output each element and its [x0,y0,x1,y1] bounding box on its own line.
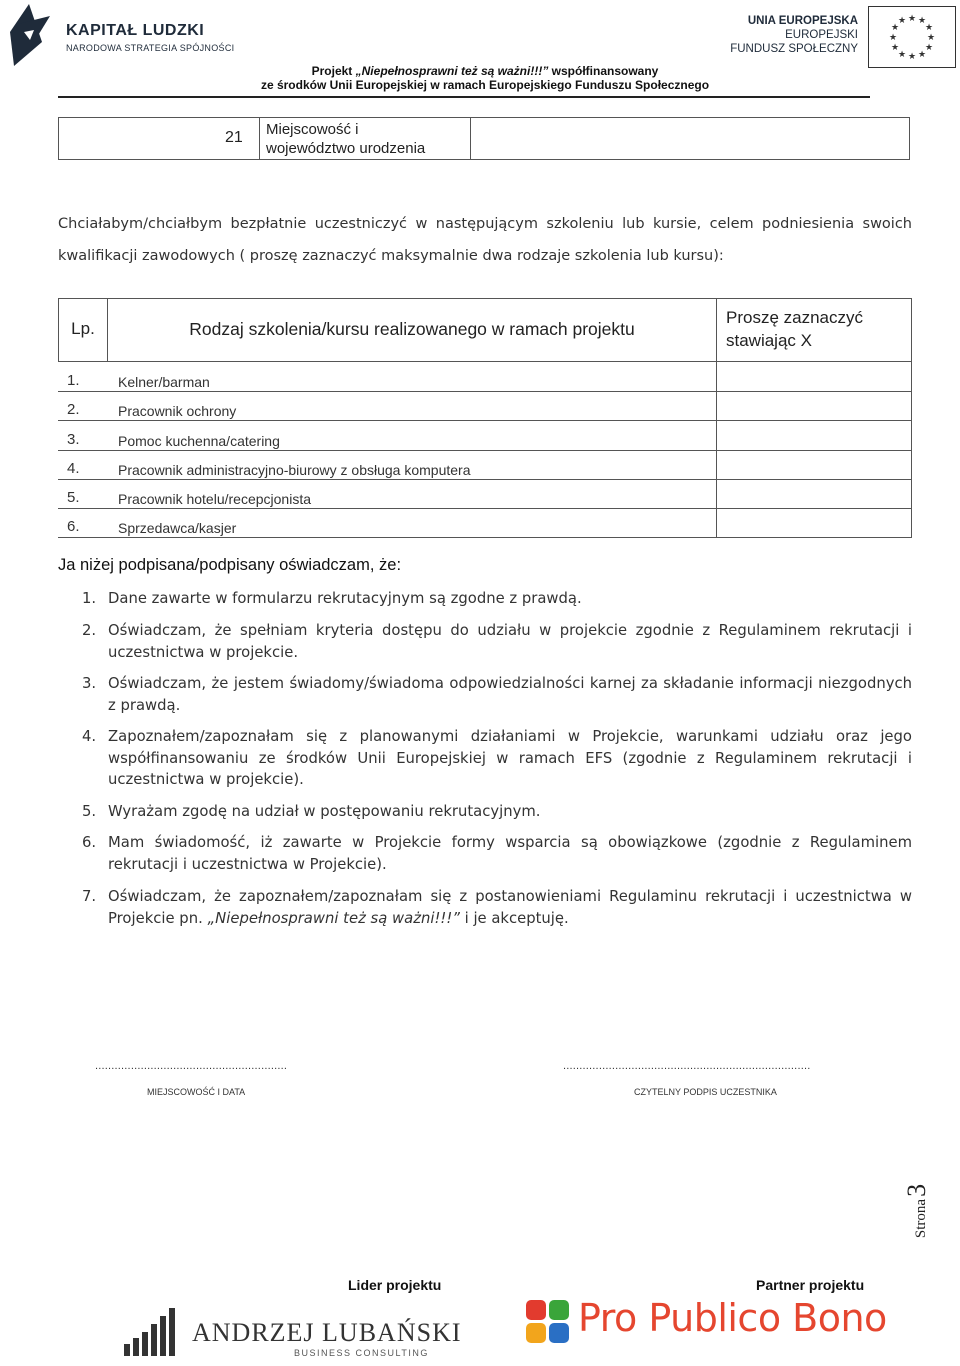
training-table [58,298,912,538]
row-number-cell [59,118,260,159]
signature-line[interactable]: ............................................................................ [563,1060,811,1072]
training-row-number: 2. [67,401,80,418]
col-header-training: Rodzaj szkolenia/kursu realizowanego w ramach projektu [107,298,717,362]
pro-publico-bono-logo [524,1296,887,1348]
svg-text:★: ★ [917,50,927,60]
project-header-line-2: ze środków Unii Europejskiej w ramach Europejskiego Funduszu Społecznego [260,78,710,92]
training-row [58,362,717,392]
eu-flag-icon [868,6,956,68]
lider-name: ANDRZEJ LUBAŃSKI [192,1318,462,1347]
declaration-text-part: i je akceptuję. [459,909,569,927]
training-row [58,479,717,509]
training-row-number: 6. [67,518,80,535]
declaration-number: 6. [82,834,97,851]
training-row-number: 4. [67,460,80,477]
svg-text:★: ★ [897,50,907,60]
declaration-number: 4. [82,728,97,745]
training-row-number: 1. [67,372,80,389]
declaration-text: Oświadczam, że spełniam kryteria dostępu do udziału w projekcie zgodnie z Regulaminem rekrutacji i uczestnictwa w projekcie. [108,622,912,661]
svg-text:★: ★ [924,43,934,53]
birthplace-row [58,117,910,160]
declaration-number: 5. [82,803,97,820]
svg-text:★: ★ [890,23,900,33]
col-header-mark-line-2: stawiając X [726,331,812,350]
declaration-item [82,588,912,610]
declaration-number: 1. [82,590,97,607]
training-mark-cell[interactable] [716,362,912,392]
project-suffix: współfinansowany [548,64,659,78]
declaration-number: 3. [82,675,97,692]
project-prefix: Projekt [311,64,356,78]
training-row [58,508,717,538]
training-mark-cell[interactable] [716,450,912,480]
training-row-number: 5. [67,489,80,506]
training-row-name: Pracownik hotelu/recepcjonista [118,491,311,507]
page-number-label: Strona [913,1198,930,1239]
declaration-number: 7. [82,888,97,905]
svg-text:★: ★ [924,23,934,33]
ue-line-2: EUROPEJSKI [785,29,858,41]
page-number [902,1170,950,1250]
lider-subtitle: BUSINESS CONSULTING [294,1348,429,1358]
puzzle-logo-icon [524,1298,572,1346]
declaration-item [82,832,912,875]
table-divider [716,361,717,538]
svg-text:★: ★ [926,33,936,43]
row-number: 21 [225,129,243,146]
kapital-ludzki-emblem-icon [4,2,54,68]
lider-label: Lider projektu [348,1277,442,1293]
declaration-text: Oświadczam, że jestem świadomy/świadoma odpowiedzialności karnej za składanie informacji niezgodnych z prawdą. [108,675,912,714]
intro-paragraph: Chciałabym/chciałbym bezpłatnie uczestniczyć w następującym szkoleniu lub kursie, celem podniesienia swoich kwalifikacji zawodowych ( proszę zaznaczyć maksymalnie dwa rodzaje szkolenia lub kursu): [58,216,912,264]
training-row-name: Pomoc kuchenna/catering [118,433,280,449]
training-row-number: 3. [67,431,80,448]
declaration-project-title: „Niepełnosprawni też są ważni!!!” [207,909,460,927]
training-row [58,391,717,421]
svg-text:★: ★ [907,14,917,24]
andrzej-lubanski-logo [122,1300,462,1360]
declaration-item [82,620,912,663]
svg-text:★: ★ [907,52,917,62]
ue-line-3: FUNDUSZ SPOŁECZNY [730,43,858,55]
declaration-text: Dane zawarte w formularzu rekrutacyjnym są zgodne z prawdą. [108,590,582,607]
place-date-label: MIEJSCOWOŚĆ I DATA [147,1087,246,1097]
training-row-name: Pracownik administracyjno-biurowy z obsługa komputera [118,462,471,478]
svg-text:★: ★ [888,33,898,43]
partner-label: Partner projektu [756,1277,865,1293]
project-title: „Niepełnosprawni też są ważni!!!” [355,64,549,78]
svg-text:★: ★ [917,16,927,26]
place-date-line[interactable]: ........................................................... [95,1060,288,1072]
declaration-text: Zapoznałem/zapoznałam się z planowanymi działaniami w Projekcie, warunkami udziału oraz jego współfinansowaniu ze środków Unii Europejskiej w ramach EFS (zgodnie z Regulaminem rekrutacji i uczestnictwa w projekcie). [108,728,912,788]
row-label-line-2: województwo urodzenia [266,140,426,157]
svg-text:★: ★ [890,43,900,53]
row-label-line-1: Miejscowość i [266,121,359,138]
declaration-text: Wyrażam zgodę na udział w postępowaniu rekrutacyjnym. [108,803,541,820]
declaration-item [82,673,912,716]
kapital-ludzki-subtitle: NARODOWA STRATEGIA SPÓJNOŚCI [66,43,235,53]
project-header-line-1 [240,64,730,78]
training-mark-cell[interactable] [716,508,912,538]
col-header-lp: Lp. [58,298,108,362]
declaration-heading: Ja niżej podpisana/podpisany oświadczam, że: [58,556,402,574]
training-row [58,420,717,451]
declaration-item [82,726,912,791]
ue-logo-text [730,14,858,56]
training-row-name: Pracownik ochrony [118,403,237,419]
project-header [240,64,730,92]
training-row-name: Sprzedawca/kasjer [118,520,237,536]
declaration-text-part: Oświadczam, że zapoznałem/zapoznałam się z postanowieniami Regulaminu rekrutacji i uczestnictwa w Projekcie pn. [108,888,912,927]
header-divider [58,96,870,98]
training-row-name: Kelner/barman [118,374,210,390]
declaration-number: 2. [82,622,97,639]
col-header-mark [716,298,912,362]
col-header-mark-line-1: Proszę zaznaczyć [726,308,863,327]
training-mark-cell[interactable] [716,391,912,421]
training-mark-cell[interactable] [716,479,912,509]
kapital-ludzki-title: KAPITAŁ LUDZKI [66,22,205,39]
bar-chart-logo-icon [122,1304,184,1358]
kapital-ludzki-logo [4,2,244,68]
declaration-item [82,886,912,929]
partner-name: Pro Publico Bono [578,1296,887,1340]
declaration-text [108,886,912,929]
svg-text:★: ★ [897,16,907,26]
row-label-cell [259,118,471,159]
page-number-value: 3 [902,1183,932,1197]
declaration-text: Mam świadomość, iż zawarte w Projekcie formy wsparcia są obowiązkowe (zgodnie z Regulaminem rekrutacji i uczestnictwa w Projekcie). [108,834,912,873]
signature-label: CZYTELNY PODPIS UCZESTNIKA [634,1087,777,1097]
declaration-item [82,801,912,823]
birthplace-field[interactable] [472,118,909,159]
ue-line-1: UNIA EUROPEJSKA [747,15,858,27]
training-row [58,450,717,480]
training-mark-cell[interactable] [716,420,912,451]
